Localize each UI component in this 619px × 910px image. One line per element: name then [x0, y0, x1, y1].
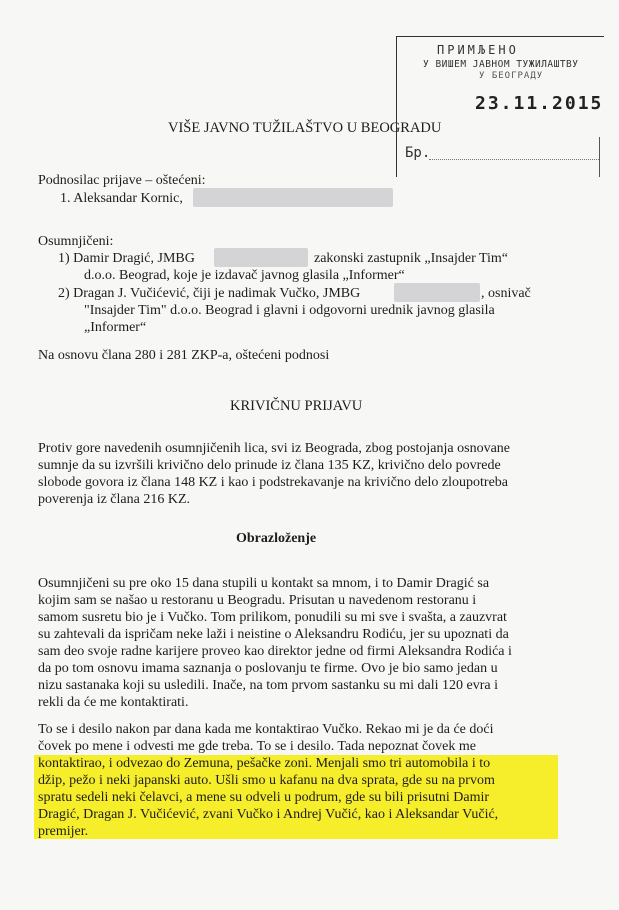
stamp-city-label: У БЕОГРАДУ	[479, 71, 544, 81]
redaction-jmbg-2	[394, 283, 480, 302]
stamp-date: 23.11.2015	[475, 93, 604, 114]
paragraph-line: samom susretu bio je i Vučko. Tom prilikom, ponudili su mi sve i svašta, a zauzvrat	[38, 610, 507, 625]
paragraph-line: Dragić, Dragan J. Vučićević, zvani Vučko i Andrej Vučić, kao i Aleksandar Vučić,	[38, 807, 499, 822]
charge-line: sumnje da su izvršili krivično delo prinude iz člana 135 KZ, krivično delo povrede	[38, 458, 501, 473]
paragraph-line: Osumnjičeni su pre oko 15 dana stupili u kontakt sa mnom, i to Damir Dragić sa	[38, 576, 490, 591]
stamp-number-line	[429, 159, 599, 160]
paragraph-line: kojim sam se našao u restoranu u Beogradu. Prisutan u navedenom restoranu i	[38, 593, 477, 608]
charge-line: poverenja iz člana 216 KZ.	[38, 492, 190, 507]
suspect-2-name: 2) Dragan J. Vučićević, čiji je nadimak Vučko, JMBG	[58, 286, 361, 301]
charge-line: Protiv gore navedenih osumnjičenih lica, svi iz Beograda, zbog postojanja osnovane	[38, 441, 510, 456]
paragraph-line: rekli da će me kontaktirati.	[38, 695, 189, 710]
explanation-paragraph-2	[38, 721, 498, 840]
addressee-title: VIŠE JAVNO TUŽILAŠTVO U BEOGRADU	[168, 120, 442, 136]
paragraph-line: premijer.	[38, 824, 89, 839]
stamp-divider	[599, 137, 600, 177]
paragraph-line: nizu sastanaka koji su usledili. Inače, na tom prvom sastanku su mi dali 120 evra i	[38, 678, 498, 693]
section-title: Obrazloženje	[236, 531, 317, 546]
stamp-number-label: Бр.	[405, 145, 431, 161]
paragraph-line: sam deo svoje radne karijere proveo kao direktor jedne od firmi Aleksandra Rodića i	[38, 644, 512, 659]
suspect-2-role: , osnivač	[481, 286, 531, 301]
redaction-address	[193, 188, 393, 207]
document-title: KRIVIČNU PRIJAVU	[230, 398, 363, 414]
paragraph-line: čovek po mene i odvesti me gde treba. To se i desilo. Tada nepoznat čovek me	[38, 739, 476, 754]
received-stamp	[396, 36, 604, 177]
complainant-label: Podnosilac prijave – oštećeni:	[38, 173, 206, 188]
redaction-jmbg-1	[214, 248, 308, 267]
explanation-paragraph-1	[38, 575, 512, 711]
stamp-received-label: ПРИМЉЕНО	[437, 43, 519, 57]
stamp-office-label: У ВИШЕМ ЈАВНОМ ТУЖИЛАШТВУ	[423, 59, 579, 70]
suspects-label: Osumnjičeni:	[38, 234, 114, 249]
paragraph-line: da po tom osnovu imama saznanja o poslovanju te firme. Ovo je bio samo jedan u	[38, 661, 498, 676]
suspect-1-company: d.o.o. Beograd, koje je izdavač javnog glasila „Informer“	[84, 268, 405, 283]
intro-line: Na osnovu člana 280 i 281 ZKP-a, oštećeni podnosi	[38, 348, 330, 363]
suspect-1-name: 1) Damir Dragić, JMBG	[58, 251, 195, 266]
charge-paragraph	[38, 440, 510, 508]
complainant-name: 1. Aleksandar Kornic,	[60, 191, 183, 206]
paragraph-line: To se i desilo nakon par dana kada me kontaktirao Vučko. Rekao mi je da će doći	[38, 722, 494, 737]
paragraph-line: kontaktirao, i odvezao do Zemuna, pešačke zoni. Menjali smo tri automobila i to	[38, 756, 491, 771]
suspect-2-company: "Insajder Tim" d.o.o. Beograd i glavni i odgovorni urednik javnog glasila	[84, 303, 495, 318]
paragraph-line: spratu sedeli neki čelavci, a mene su odveli u podrum, gde su bili prisutni Damir	[38, 790, 490, 805]
paragraph-line: su zahtevali da ispričam neke laži i neistine o Aleksandru Rodiću, jer su upoznati da	[38, 627, 509, 642]
paragraph-line: džip, pežo i neki japanski auto. Ušli smo u kafanu na dva sprata, gde su na prvom	[38, 773, 495, 788]
charge-line: slobode govora iz člana 148 KZ i kao i podstrekavanje na krivično delo zloupotreba	[38, 475, 509, 490]
suspect-2-outlet: „Informer“	[84, 320, 147, 335]
suspect-1-role: zakonski zastupnik „Insajder Tim“	[314, 251, 509, 266]
